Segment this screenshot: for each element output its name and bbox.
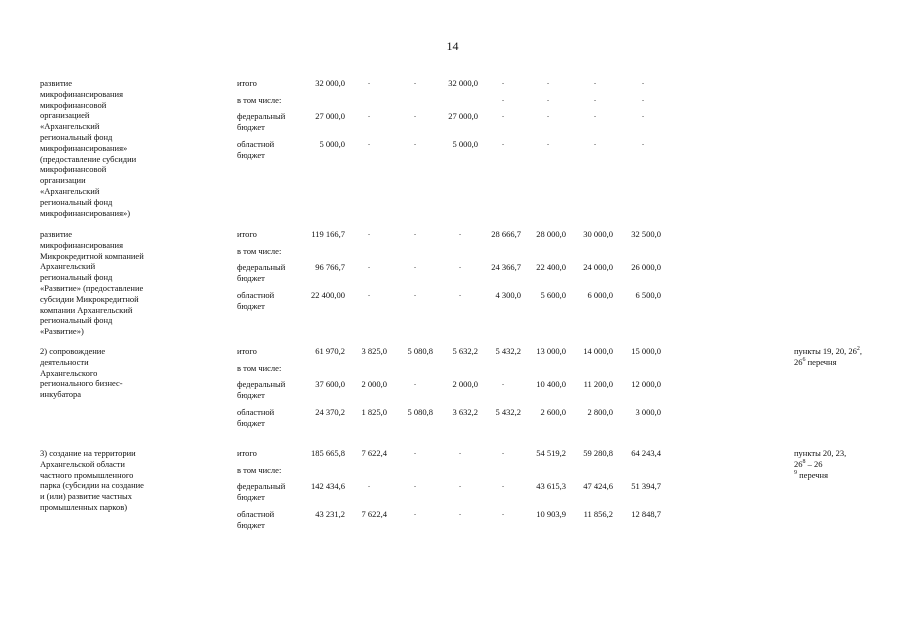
value-cell: 14 000,0 — [583, 346, 613, 356]
measure-description-line: микрофинансирования — [40, 88, 123, 99]
value-cell: 142 434,6 — [311, 481, 345, 491]
dash-cell: - — [413, 380, 417, 388]
measure-description-line: «Развитие») — [40, 326, 84, 337]
value-cell: 7 622,4 — [361, 509, 387, 519]
dash-cell: - — [593, 140, 597, 148]
value-cell: 59 280,8 — [583, 448, 613, 458]
value-cell: 2 000,0 — [452, 379, 478, 389]
dash-cell: - — [546, 112, 550, 120]
measure-description-line: микрофинансирования») — [40, 207, 131, 218]
value-cell: 26 000,0 — [631, 262, 661, 272]
reference-text: 26 — [794, 356, 803, 367]
measure-description-line: регионального бизнес- — [40, 378, 123, 389]
reference-text: перечня — [805, 356, 837, 367]
measure-description-line: Архангельского — [40, 367, 98, 378]
value-cell: 43 231,2 — [315, 509, 345, 519]
value-cell: 5 000,0 — [452, 139, 478, 149]
measure-description-line: инкубатора — [40, 389, 81, 400]
dash-cell: - — [413, 79, 417, 87]
dash-cell: - — [546, 96, 550, 104]
dash-cell: - — [413, 291, 417, 299]
measure-description-line: «Архангельский — [40, 186, 100, 196]
dash-cell: - — [458, 510, 462, 518]
dash-cell: - — [501, 96, 505, 104]
source-reference — [794, 459, 823, 470]
value-cell: 12 848,7 — [631, 509, 661, 519]
row-label: федеральный — [237, 262, 286, 272]
dash-cell: - — [501, 380, 505, 388]
value-cell: 30 000,0 — [583, 229, 613, 239]
measure-description-line: региональный фонд — [40, 132, 113, 142]
value-cell: 7 622,4 — [361, 448, 387, 458]
dash-cell: - — [458, 263, 462, 271]
value-cell: 5 000,0 — [319, 139, 345, 149]
dash-cell: - — [641, 96, 645, 104]
measure-description-line: региональный фонд — [40, 272, 113, 283]
value-cell: 5 632,2 — [452, 346, 478, 356]
row-label: бюджет — [237, 149, 265, 160]
value-cell: 3 825,0 — [361, 346, 387, 356]
value-cell: 22 400,0 — [536, 262, 566, 272]
dash-cell: - — [546, 140, 550, 148]
source-reference — [794, 346, 862, 357]
value-cell: 5 432,2 — [495, 346, 521, 356]
measure-description-line: частного промышленного — [40, 469, 134, 480]
dash-cell: - — [367, 140, 371, 148]
dash-cell: - — [501, 449, 505, 457]
value-cell: 24 366,7 — [491, 262, 521, 272]
value-cell: 28 666,7 — [491, 229, 521, 239]
value-cell: 5 080,8 — [407, 407, 433, 417]
row-label: федеральный — [237, 379, 286, 389]
row-label: в том числе: — [237, 246, 282, 256]
dash-cell: - — [413, 482, 417, 490]
source-reference — [794, 448, 846, 459]
value-cell: 28 000,0 — [536, 229, 566, 239]
measure-description-line: парка (субсидии на создание — [40, 480, 144, 491]
reference-superscript: 8 — [802, 458, 806, 465]
value-cell: 12 000,0 — [631, 379, 661, 389]
value-cell: 15 000,0 — [631, 346, 661, 356]
source-reference — [794, 357, 837, 368]
value-cell: 2 000,0 — [361, 379, 387, 389]
source-reference — [794, 470, 828, 481]
value-cell: 10 400,0 — [536, 379, 566, 389]
measure-description-line: Микрокредитной компанией — [40, 250, 144, 261]
value-cell: 47 424,6 — [583, 481, 613, 491]
value-cell: 61 970,2 — [315, 346, 345, 356]
value-cell: 2 600,0 — [540, 407, 566, 417]
value-cell: 185 665,8 — [311, 448, 345, 458]
measure-description-line: микрофинансовой — [40, 164, 107, 175]
row-label: бюджет — [237, 491, 265, 502]
value-cell: 13 000,0 — [536, 346, 566, 356]
page-number: 14 — [446, 39, 459, 53]
measure-description-line: «Развитие» (предоставление — [40, 283, 144, 293]
row-label: бюджет — [237, 121, 265, 132]
dash-cell: - — [501, 112, 505, 120]
value-cell: 11 856,2 — [583, 509, 613, 519]
value-cell: 96 766,7 — [315, 262, 345, 272]
dash-cell: - — [367, 230, 371, 238]
measure-description-line: и (или) развитие частных — [40, 491, 132, 502]
value-cell: 5 432,2 — [495, 407, 521, 417]
dash-cell: - — [413, 510, 417, 518]
dash-cell: - — [367, 112, 371, 120]
reference-superscript: 6 — [802, 356, 806, 363]
value-cell: 54 519,2 — [536, 448, 566, 458]
measure-description-line: организации — [40, 175, 86, 186]
measure-description-line: микрофинансовой — [40, 99, 107, 110]
dash-cell: - — [367, 482, 371, 490]
row-label: областной — [237, 509, 275, 519]
dash-cell: - — [458, 291, 462, 299]
row-label: бюджет — [237, 389, 265, 400]
row-label: в том числе: — [237, 465, 282, 475]
value-cell: 27 000,0 — [448, 111, 478, 121]
reference-superscript: 9 — [794, 469, 797, 476]
measure-description-line: (предоставление субсидии — [40, 153, 137, 164]
reference-text: , — [859, 346, 863, 356]
value-cell: 10 903,9 — [536, 509, 566, 519]
row-label: областной — [237, 139, 275, 149]
value-cell: 6 500,0 — [635, 290, 661, 300]
dash-cell: - — [501, 79, 505, 87]
dash-cell: - — [367, 291, 371, 299]
row-label: областной — [237, 407, 275, 417]
dash-cell: - — [367, 263, 371, 271]
row-label: итого — [237, 78, 257, 88]
dash-cell: - — [413, 140, 417, 148]
value-cell: 4 300,0 — [495, 290, 521, 300]
value-cell: 24 370,2 — [315, 407, 345, 417]
measure-description-line: организацией — [40, 110, 90, 121]
row-label: итого — [237, 346, 257, 356]
dash-cell: - — [458, 449, 462, 457]
dash-cell: - — [367, 79, 371, 87]
reference-text: 26 — [794, 458, 803, 469]
value-cell: 5 600,0 — [540, 290, 566, 300]
row-label: федеральный — [237, 481, 286, 491]
row-label: итого — [237, 448, 257, 458]
value-cell: 64 243,4 — [631, 448, 661, 458]
value-cell: 37 600,0 — [315, 379, 345, 389]
measure-description-line: микрофинансирования» — [40, 142, 128, 153]
value-cell: 32 000,0 — [315, 78, 345, 88]
reference-text: пункты 19, 20, 26 — [794, 346, 857, 356]
row-label: федеральный — [237, 111, 286, 121]
measure-description-line: «Архангельский — [40, 121, 100, 132]
value-cell: 3 000,0 — [635, 407, 661, 417]
dash-cell: - — [501, 482, 505, 490]
value-cell: 43 615,3 — [536, 481, 566, 491]
dash-cell: - — [413, 263, 417, 271]
row-label: в том числе: — [237, 95, 282, 105]
value-cell: 5 080,8 — [407, 346, 433, 356]
dash-cell: - — [501, 510, 505, 518]
reference-text: пункты 20, 23, — [794, 448, 847, 458]
dash-cell: - — [546, 79, 550, 87]
reference-text: перечня — [797, 469, 828, 480]
dash-cell: - — [413, 449, 417, 457]
measure-description-line: Архангельской области — [40, 458, 125, 469]
dash-cell: - — [641, 112, 645, 120]
dash-cell: - — [458, 482, 462, 490]
measure-description-line: развитие — [40, 229, 72, 239]
measure-description-line: 2) сопровождение — [40, 346, 106, 356]
value-cell: 6 000,0 — [587, 290, 613, 300]
value-cell: 1 825,0 — [361, 407, 387, 417]
measure-description-line: Архангельский — [40, 261, 96, 272]
dash-cell: - — [413, 230, 417, 238]
row-label: итого — [237, 229, 257, 239]
row-label: бюджет — [237, 300, 265, 311]
row-label: бюджет — [237, 272, 265, 283]
dash-cell: - — [593, 96, 597, 104]
dash-cell: - — [413, 112, 417, 120]
measure-description-line: промышленных парков) — [40, 502, 128, 512]
dash-cell: - — [593, 79, 597, 87]
dash-cell: - — [458, 230, 462, 238]
row-label: бюджет — [237, 417, 265, 428]
reference-text: – 26 — [805, 458, 823, 469]
value-cell: 32 500,0 — [631, 229, 661, 239]
measure-description-line: развитие — [40, 78, 72, 88]
measure-description-line: субсидии Микрокредитной — [40, 293, 139, 304]
value-cell: 11 200,0 — [583, 379, 613, 389]
measure-description-line: деятельности — [40, 356, 89, 367]
reference-superscript: 2 — [856, 346, 860, 353]
measure-description-line: компании Архангельский — [40, 304, 133, 315]
row-label: областной — [237, 290, 275, 300]
row-label: в том числе: — [237, 363, 282, 373]
value-cell: 22 400,00 — [311, 290, 345, 300]
measure-description-line: региональный фонд — [40, 315, 113, 326]
value-cell: 2 800,0 — [587, 407, 613, 417]
dash-cell: - — [641, 79, 645, 87]
measure-description-line: региональный фонд — [40, 196, 113, 207]
value-cell: 51 394,7 — [631, 481, 661, 491]
value-cell: 24 000,0 — [583, 262, 613, 272]
measure-description-line: микрофинансирования — [40, 239, 123, 250]
dash-cell: - — [641, 140, 645, 148]
row-label: бюджет — [237, 519, 265, 530]
value-cell: 3 632,2 — [452, 407, 478, 417]
dash-cell: - — [593, 112, 597, 120]
value-cell: 27 000,0 — [315, 111, 345, 121]
value-cell: 119 166,7 — [311, 229, 345, 239]
measure-description-line: 3) создание на территории — [40, 448, 136, 458]
dash-cell: - — [501, 140, 505, 148]
value-cell: 32 000,0 — [448, 78, 478, 88]
